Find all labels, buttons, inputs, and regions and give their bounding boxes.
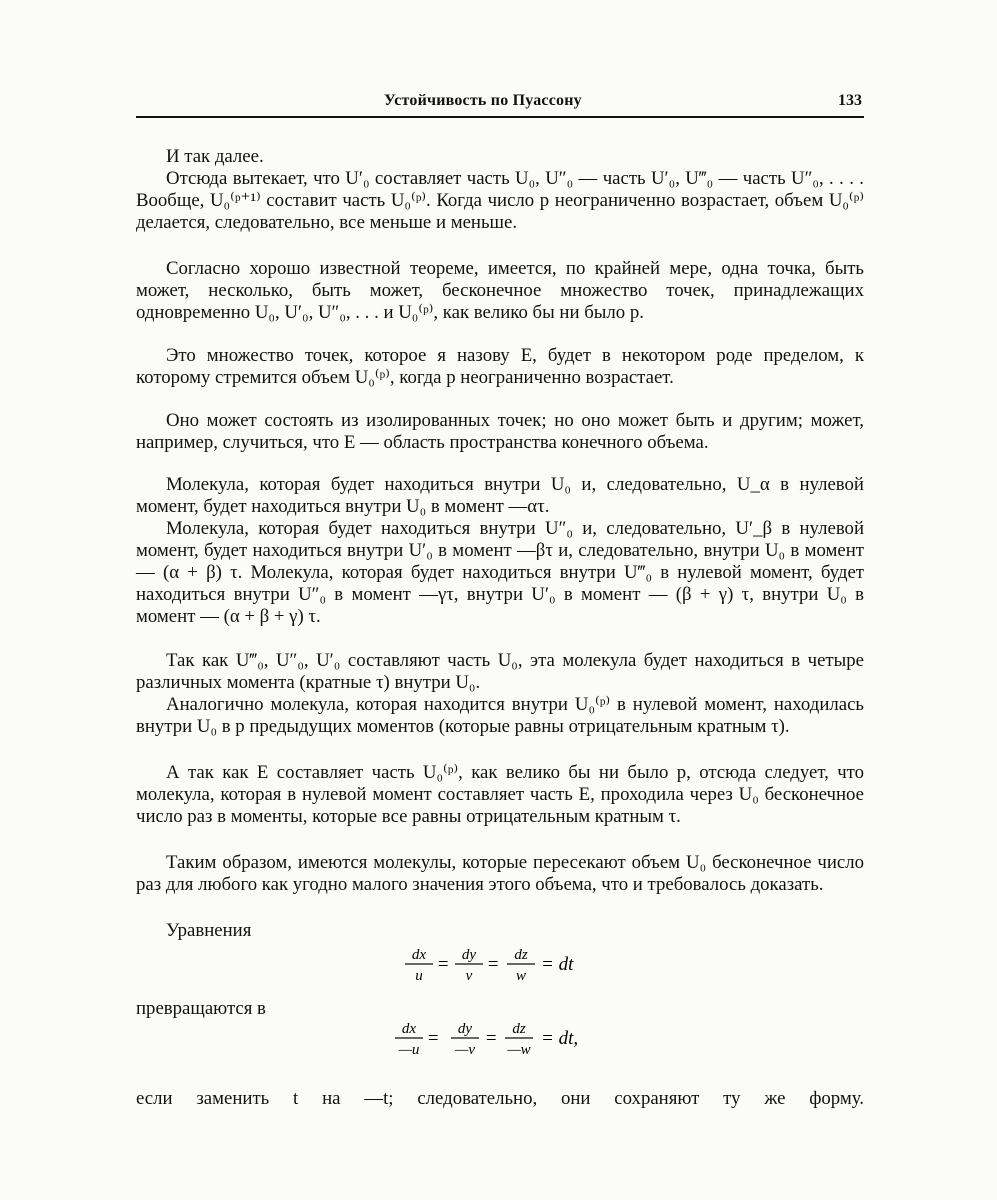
eq1-numerator-dz: dz bbox=[514, 947, 528, 963]
paragraph-7: Молекула, которая будет находиться внутри U″₀ и, следовательно, U′_β в нулевой момент, будет находиться внутри U′₀ в момент —βτ и, следовательно, внутри U₀ в момент — (α + β) τ. Молекула, которая будет находиться внутри U‴₀ в нулевой момент, будет находиться внутри U″₀ в момент —γτ, внутри U′₀ в момент — (β + γ) τ, внутри U₀ в момент — (α + β + γ) τ. bbox=[136, 518, 864, 627]
between-text: превращаются в bbox=[136, 998, 266, 1019]
paragraph-6: Молекула, которая будет находиться внутри U₀ и, следовательно, U_α в нулевой момент, будет находиться внутри U₀ в момент —ατ. bbox=[136, 474, 864, 517]
eq2-equals-1: = bbox=[426, 1028, 440, 1049]
eq1-denominator-u: u bbox=[415, 968, 423, 984]
equation-1 bbox=[395, 942, 655, 988]
paragraph-8: Так как U‴₀, U″₀, U′₀ составляют часть U₀, эта молекула будет находиться в четыре различных момента (кратные τ) внутри U₀. bbox=[136, 650, 864, 693]
paragraph-5: Оно может состоять из изолированных точек; но оно может быть и другим; может, например, случиться, что E — область пространства конечного объема. bbox=[136, 410, 864, 453]
running-title: Устойчивость по Пуассону bbox=[384, 92, 582, 109]
eq2-denominator-minus-u: —u bbox=[398, 1042, 420, 1058]
eq2-denominator-minus-v: —v bbox=[455, 1042, 475, 1058]
eq1-equals-2: = bbox=[486, 954, 500, 975]
paragraph-10: А так как E составляет часть U₀⁽ᵖ⁾, как велико бы ни было p, отсюда следует, что молекула, которая в нулевой момент составляет часть E, проходила через U₀ бесконечное число раз в моменты, которые все равны отрицательным кратным τ. bbox=[136, 762, 864, 827]
eq1-rhs: = dt bbox=[541, 954, 574, 975]
equation-2 bbox=[395, 1016, 655, 1062]
eq2-numerator-dz: dz bbox=[512, 1021, 526, 1037]
eq1-denominator-w: w bbox=[515, 968, 527, 984]
eq1-numerator-dy: dy bbox=[461, 947, 477, 963]
eq2-equals-2: = bbox=[484, 1028, 498, 1049]
eq1-denominator-v: v bbox=[465, 968, 473, 984]
eq2-denominator-minus-w: —w bbox=[507, 1042, 531, 1058]
paragraph-3: Согласно хорошо известной теореме, имеется, по крайней мере, одна точка, быть может, несколько, быть может, бесконечное множество точек, принадлежащих одновременно U₀, U′₀, U″₀, . . . и U₀⁽ᵖ⁾, как велико бы ни было p. bbox=[136, 258, 864, 323]
paragraph-12: Уравнения bbox=[166, 920, 252, 941]
eq1-numerator-dx: dx bbox=[411, 947, 427, 963]
eq2-rhs: = dt, bbox=[541, 1028, 579, 1049]
page-number: 133 bbox=[838, 92, 862, 109]
paragraph-9: Аналогично молекула, которая находится внутри U₀⁽ᵖ⁾ в нулевой момент, находилась внутри U₀ в p предыдущих моментов (которые равны отрицательным кратным τ). bbox=[136, 694, 864, 737]
paragraph-11: Таким образом, имеются молекулы, которые пересекают объем U₀ бесконечное число раз для любого как угодно малого значения этого объема, что и требовалось доказать. bbox=[136, 852, 864, 895]
paragraph-4: Это множество точек, которое я назову E, будет в некотором роде пределом, к которому стремится объем U₀⁽ᵖ⁾, когда p неограниченно возрастает. bbox=[136, 345, 864, 388]
paragraph-1: И так далее. bbox=[166, 146, 264, 167]
running-header bbox=[136, 92, 864, 118]
paragraph-2: Отсюда вытекает, что U′₀ составляет часть U₀, U″₀ — часть U′₀, U‴₀ — часть U″₀, . . . . Вообще, U₀⁽ᵖ⁺¹⁾ составит часть U₀⁽ᵖ⁾. Когда число p неограниченно возрастает, объем U₀⁽ᵖ⁾ делается, следовательно, все меньше и меньше. bbox=[136, 168, 864, 233]
final-line: если заменить t на —t; следовательно, они сохраняют ту же форму. bbox=[136, 1088, 864, 1109]
eq2-numerator-dy: dy bbox=[457, 1021, 473, 1037]
eq2-numerator-dx: dx bbox=[401, 1021, 417, 1037]
eq1-equals-1: = bbox=[436, 954, 450, 975]
